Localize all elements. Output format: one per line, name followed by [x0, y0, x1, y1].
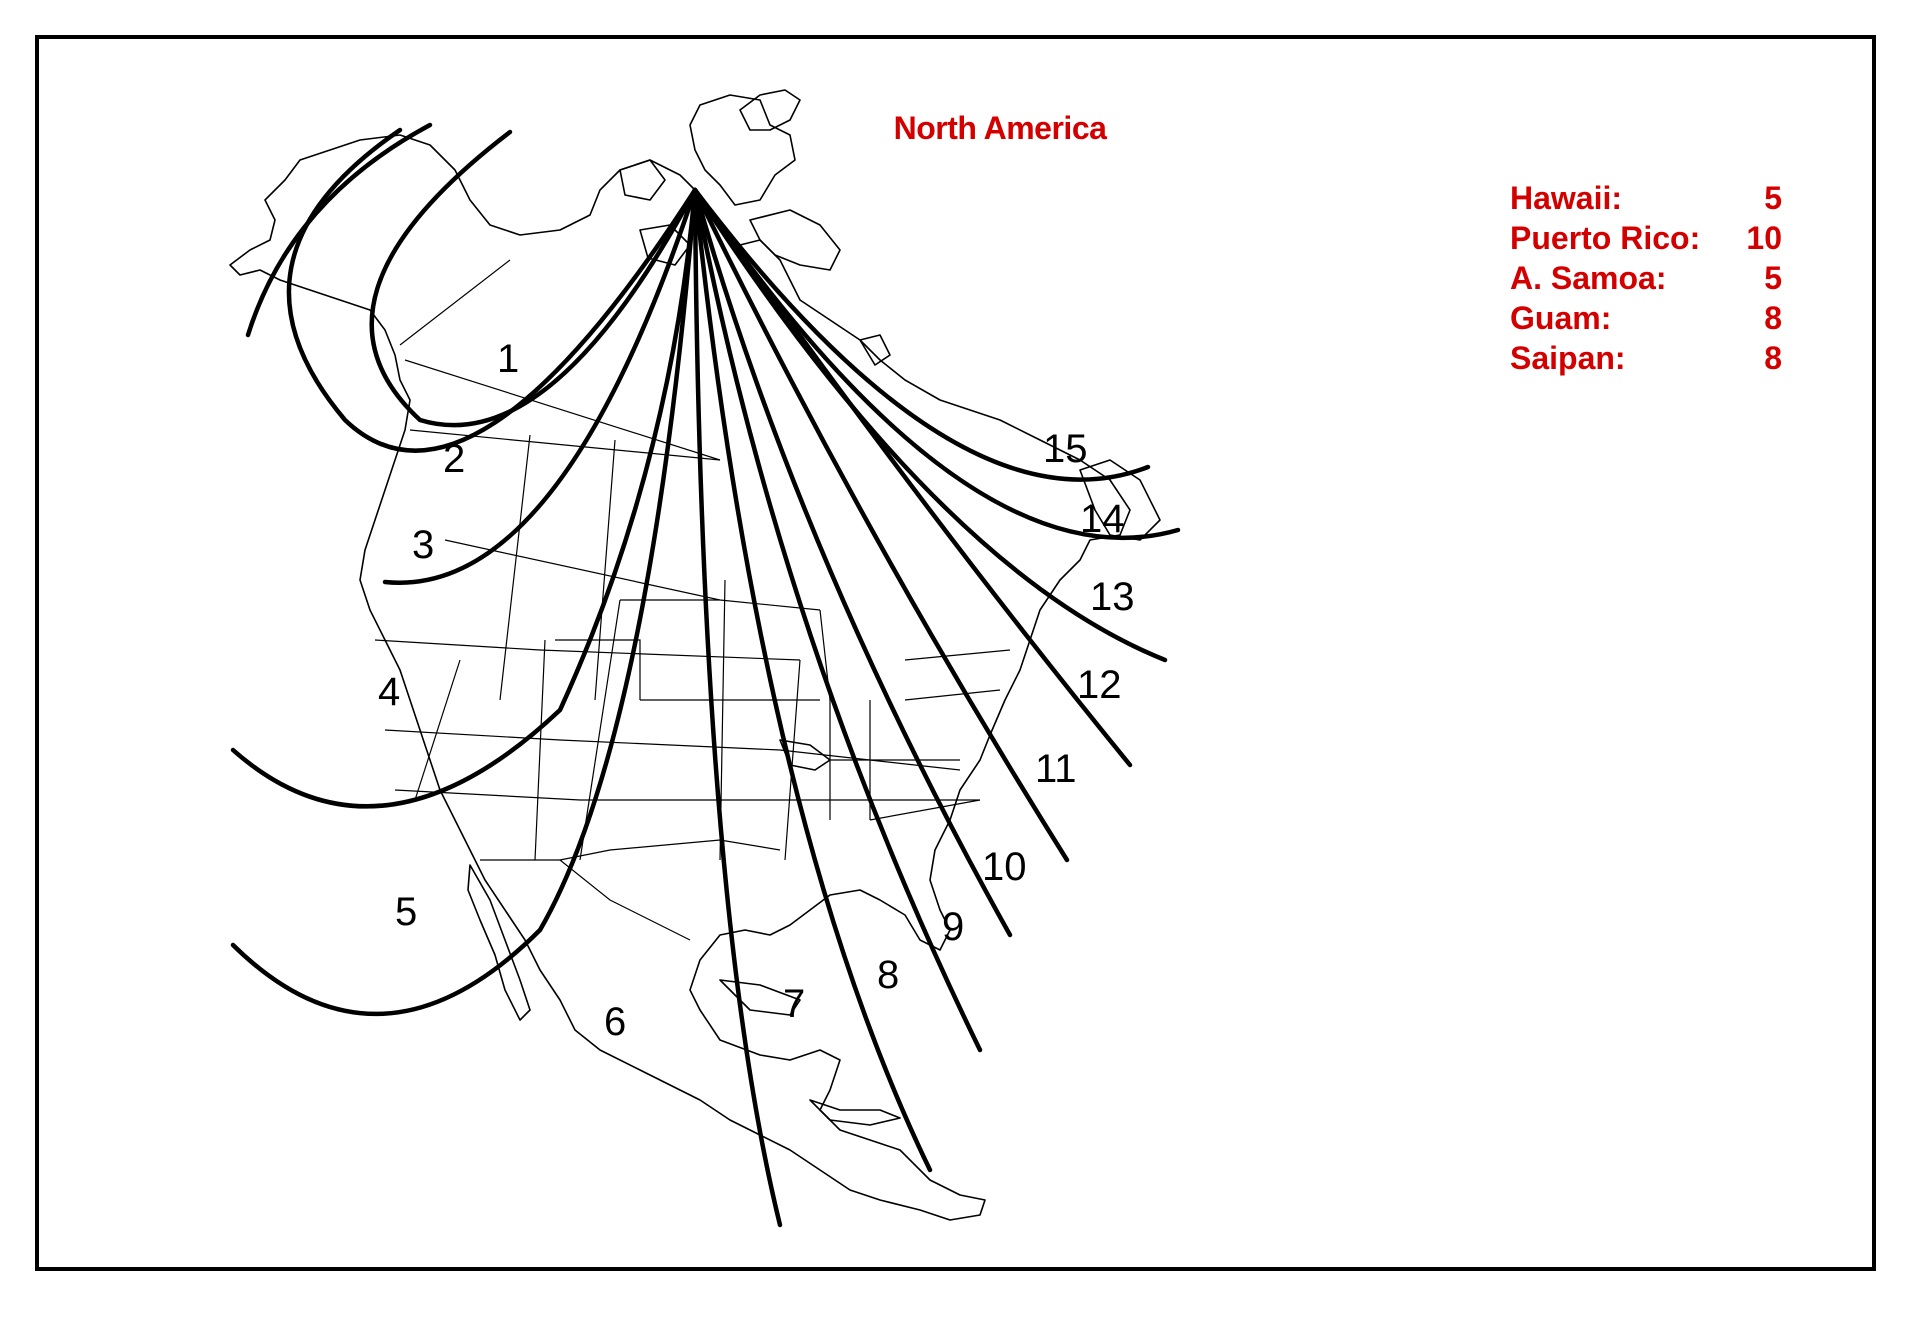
- legend-name: Puerto Rico:: [1510, 220, 1701, 256]
- legend-name: A. Samoa:: [1510, 260, 1667, 296]
- borders: [375, 260, 1010, 940]
- zone-label: 13: [1090, 575, 1135, 619]
- legend-value: 8: [1764, 300, 1782, 336]
- zone-label: 11: [1035, 747, 1077, 791]
- legend-row: [1510, 298, 1782, 338]
- legend-name: Hawaii:: [1510, 180, 1623, 216]
- zone-label: 14: [1080, 497, 1125, 541]
- legend-row: [1510, 178, 1782, 218]
- zone-labels: [378, 337, 1135, 1044]
- zone-label: 7: [783, 982, 806, 1026]
- legend-name: Saipan:: [1510, 340, 1626, 376]
- legend-value: 5: [1764, 180, 1782, 216]
- zone-lines: [233, 125, 1178, 1225]
- zone-label: 8: [877, 953, 900, 997]
- zone-label: 10: [982, 845, 1027, 889]
- legend-name: Guam:: [1510, 300, 1612, 336]
- zone-label: 4: [378, 670, 401, 714]
- legend: [1510, 178, 1782, 378]
- legend-row: [1510, 218, 1782, 258]
- zone-label: 12: [1077, 663, 1122, 707]
- legend-row: [1510, 338, 1782, 378]
- legend-value: 10: [1746, 220, 1782, 256]
- zone-label: 6: [604, 1000, 627, 1044]
- zone-label: 9: [942, 905, 965, 949]
- legend-row: [1510, 258, 1782, 298]
- zone-label: 3: [412, 523, 435, 567]
- zone-label: 5: [395, 890, 418, 934]
- zone-label: 1: [497, 337, 520, 381]
- zone-label: 15: [1043, 427, 1088, 471]
- zone-label: 2: [443, 437, 466, 481]
- map-title: North America: [893, 110, 1107, 146]
- legend-value: 5: [1764, 260, 1782, 296]
- legend-value: 8: [1764, 340, 1782, 376]
